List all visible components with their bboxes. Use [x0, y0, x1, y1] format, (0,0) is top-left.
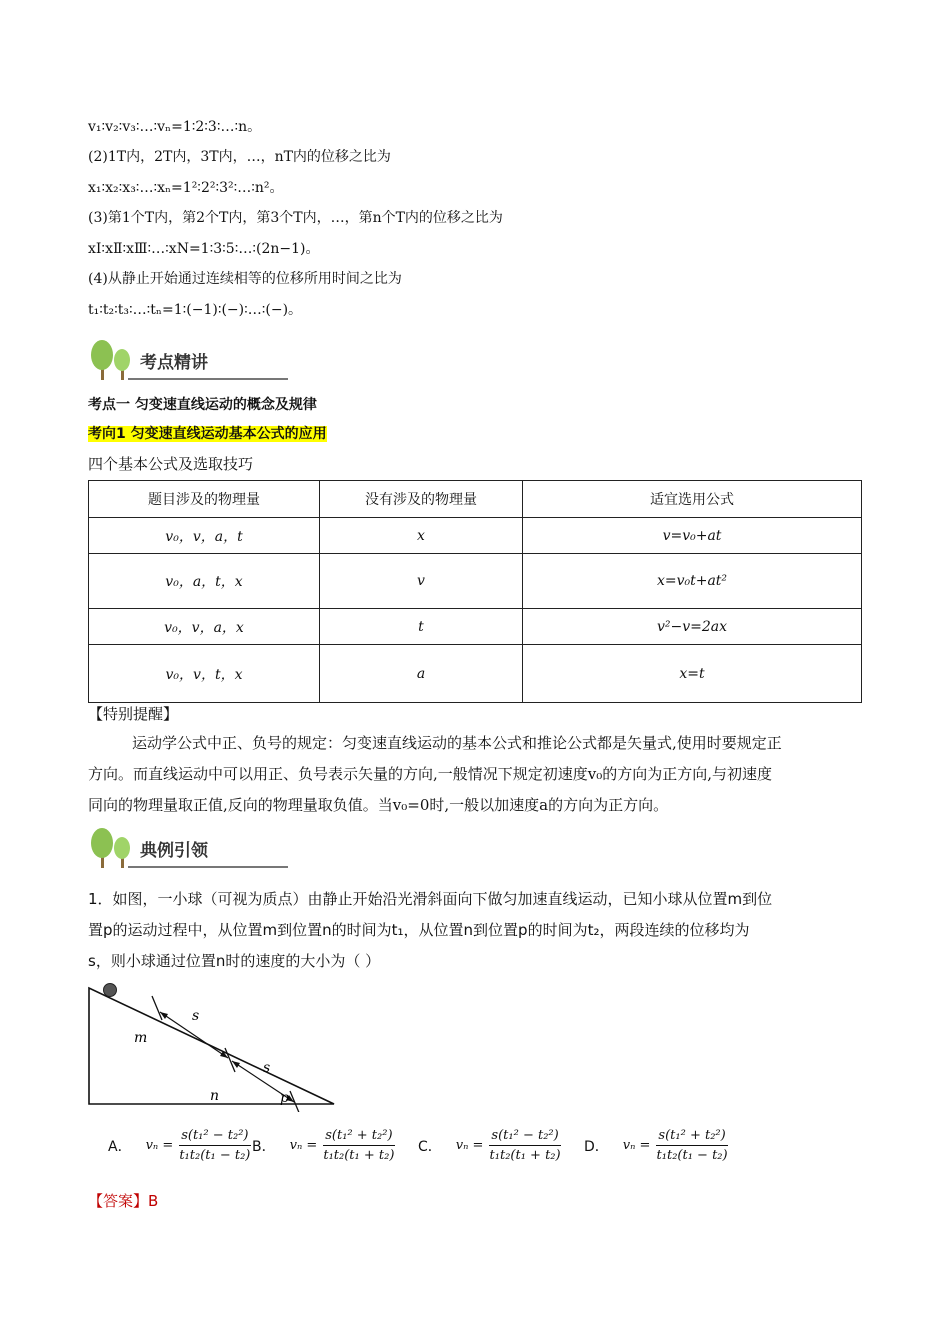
tree-icon	[88, 338, 138, 382]
label-n: n	[210, 1088, 220, 1104]
ratio-time-line: t₁∶t₂∶t₃∶…∶tₙ=1∶(−1)∶(−)∶…∶(−)。	[88, 302, 303, 318]
question-line: s，则小球通过位置n时的速度的大小为（ ）	[88, 952, 381, 970]
notice-title: 【特别提醒】	[88, 705, 179, 723]
table-cell: v₀，a，t，x	[89, 554, 320, 609]
table-cell: v₀，v，a，t	[89, 518, 320, 554]
label-s2: s	[263, 1060, 271, 1076]
option-letter: A．	[108, 1138, 132, 1155]
direction-title-text: 考向1 匀变速直线运动基本公式的应用	[88, 426, 327, 442]
option-lhs: vₙ =	[622, 1138, 651, 1153]
table-row	[89, 518, 862, 554]
point-title: 考点一 匀变速直线运动的概念及规律	[88, 397, 317, 413]
banner-title: 考点精讲	[140, 353, 208, 373]
option-fraction	[179, 1128, 250, 1163]
incline-triangle	[89, 988, 334, 1104]
table-caption: 四个基本公式及选取技巧	[88, 455, 254, 473]
table-cell: v=v₀+at	[523, 518, 862, 554]
section-banner-examples	[88, 826, 258, 870]
fraction-denominator: t₁t₂(t₁ + t₂)	[323, 1148, 395, 1163]
table-cell: t	[320, 609, 523, 645]
tick-m	[152, 996, 162, 1020]
table-cell: x	[320, 518, 523, 554]
label-m: m	[134, 1030, 148, 1046]
notice-line: 运动学公式中正、负号的规定：匀变速直线运动的基本公式和推论公式都是矢量式,使用时要规定正	[132, 734, 782, 752]
tick-p	[290, 1091, 300, 1112]
option-d[interactable]	[584, 1128, 728, 1163]
table-header-row	[89, 481, 862, 518]
formula-table	[88, 480, 862, 703]
direction-title	[88, 423, 327, 443]
table-cell: v₀，v，t，x	[89, 645, 320, 703]
fraction-numerator: s(t₁² − t₂²)	[489, 1128, 560, 1146]
table-row	[89, 609, 862, 645]
ratio-heading-2: (2)1T内，2T内，3T内，…，nT内的位移之比为	[88, 149, 391, 165]
fraction-denominator: t₁t₂(t₁ − t₂)	[179, 1148, 251, 1163]
question-line: 置p的运动过程中，从位置m到位置n的时间为t₁，从位置n到位置p的时间为t₂，两段连续的位移均为	[88, 921, 750, 939]
ratio-heading-3: (3)第1个T内，第2个T内，第3个T内，…，第n个T内的位移之比为	[88, 210, 503, 226]
ball	[104, 984, 117, 997]
label-s1: s	[192, 1008, 200, 1024]
option-b[interactable]	[252, 1128, 395, 1163]
answer-text: 【答案】B	[88, 1192, 159, 1210]
option-fraction	[489, 1128, 560, 1163]
fraction-numerator: s(t₁² + t₂²)	[656, 1128, 727, 1146]
question-stem	[88, 884, 863, 977]
option-lhs: vₙ =	[145, 1138, 174, 1153]
ratio-displacement-line: x₁∶x₂∶x₃∶…∶xₙ=1²∶2²∶3²∶…∶n²。	[88, 180, 284, 196]
notice-line: 同向的物理量取正值,反向的物理量取负值。当v₀=0时,一般以加速度a的方向为正方向。	[88, 796, 669, 814]
notice-line: 方向。而直线运动中可以用正、负号表示矢量的方向,一般情况下规定初速度v₀的方向为正方向,与初速度	[88, 765, 773, 783]
table-header-cell: 题目涉及的物理量	[89, 481, 320, 518]
table-cell: v	[320, 554, 523, 609]
incline-figure	[80, 978, 350, 1112]
option-lhs: vₙ =	[455, 1138, 484, 1153]
banner-title: 典例引领	[140, 841, 208, 861]
question-line: 1．如图，一小球（可视为质点）由静止开始沿光滑斜面向下做匀加速直线运动，已知小球从位置m到位	[88, 890, 773, 908]
notice-paragraph	[88, 728, 863, 821]
ratio-heading-4: (4)从静止开始通过连续相等的位移所用时间之比为	[88, 271, 402, 287]
table-cell: a	[320, 645, 523, 703]
option-letter: B．	[252, 1138, 276, 1155]
table-cell: x=t	[523, 645, 862, 703]
ratio-successive-line: xⅠ∶xⅡ∶xⅢ∶…∶xN=1∶3∶5∶…∶(2n−1)。	[88, 241, 320, 257]
option-lhs: vₙ =	[289, 1138, 318, 1153]
banner-underline	[128, 378, 288, 380]
tree-icon	[88, 826, 138, 870]
ratio-velocity-line: v₁∶v₂∶v₃∶…∶vₙ=1∶2∶3∶…∶n。	[88, 119, 262, 135]
option-letter: D．	[584, 1138, 609, 1155]
table-row	[89, 554, 862, 609]
section-banner-key-points	[88, 338, 258, 382]
table-header-cell: 适宜选用公式	[523, 481, 862, 518]
fraction-numerator: s(t₁² − t₂²)	[179, 1128, 250, 1146]
option-fraction	[656, 1128, 727, 1163]
table-row	[89, 645, 862, 703]
table-header-cell: 没有涉及的物理量	[320, 481, 523, 518]
tick-n	[225, 1048, 235, 1072]
table-cell: x=v₀t+at²	[523, 554, 862, 609]
option-a[interactable]	[108, 1128, 251, 1163]
option-fraction	[323, 1128, 394, 1163]
banner-underline	[128, 866, 288, 868]
label-p: p	[280, 1090, 289, 1106]
fraction-numerator: s(t₁² + t₂²)	[323, 1128, 394, 1146]
table-cell: v₀，v，a，x	[89, 609, 320, 645]
fraction-denominator: t₁t₂(t₁ − t₂)	[656, 1148, 728, 1163]
fraction-denominator: t₁t₂(t₁ + t₂)	[489, 1148, 561, 1163]
option-c[interactable]	[418, 1128, 561, 1163]
table-cell: v²−v=2ax	[523, 609, 862, 645]
option-letter: C．	[418, 1138, 442, 1155]
